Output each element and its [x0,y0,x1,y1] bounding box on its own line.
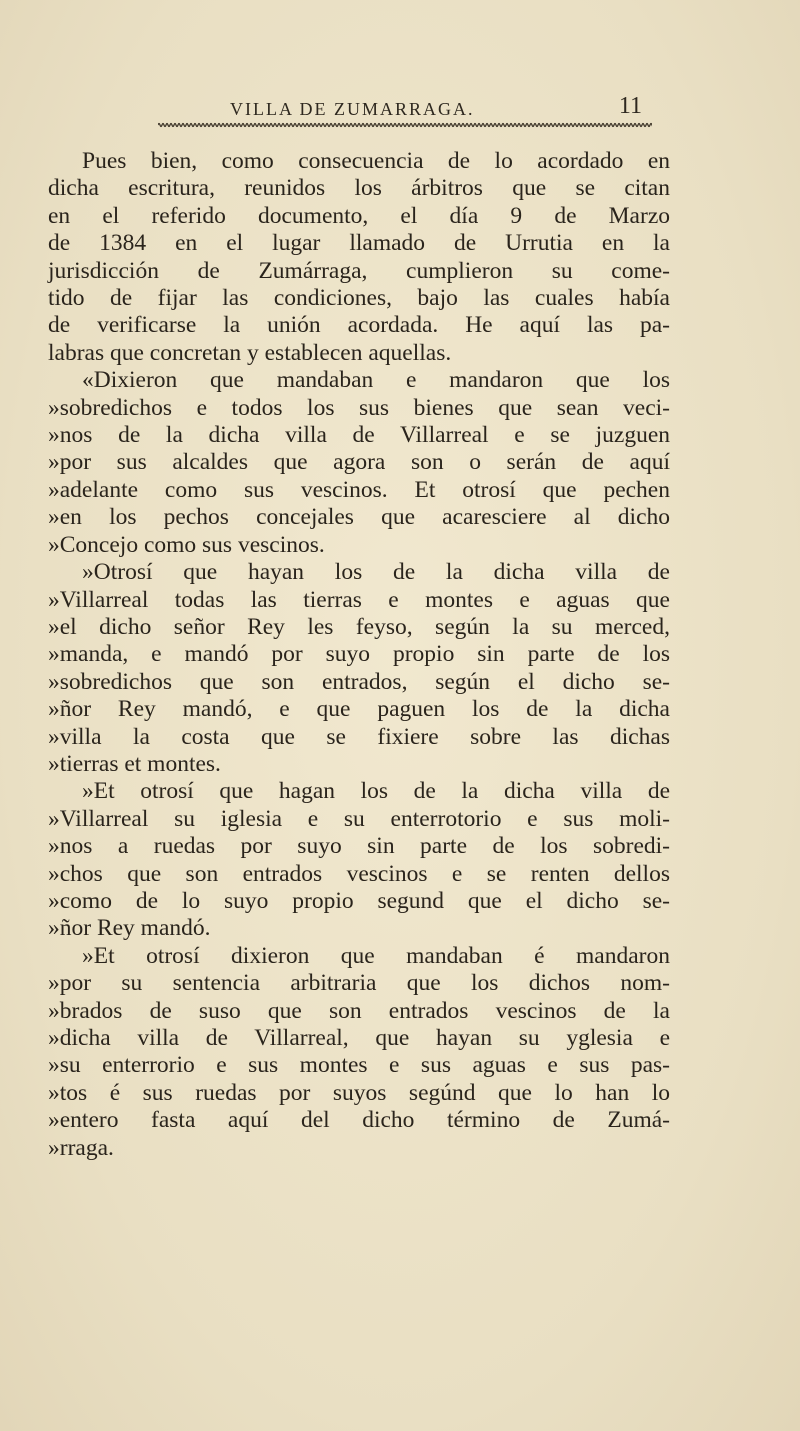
text-line: »su enterrorio e sus montes e sus aguas e sus pas- [48,1052,670,1079]
text-line: tido de fijar las condiciones, bajo las cuales había [48,285,670,312]
text-line: jurisdicción de Zumárraga, cumplieron su come- [48,257,670,284]
text-line: »ñor Rey mandó. [48,915,211,942]
text-line: »nos a ruedas por suyo sin parte de los sobredi- [48,833,670,860]
text-line: »chos que son entrados vescinos e se renten dellos [48,860,670,887]
text-line: »dicha villa de Villarreal, que hayan su yglesia e [48,1025,670,1051]
text-line: »el dicho señor Rey les feyso, según la su merced, [48,613,670,640]
text-line: en el referido documento, el día 9 de Marzo [48,202,670,229]
text-line: »por su sentencia arbitraria que los dichos nom- [48,970,670,997]
text-line: »rraga. [48,1134,114,1161]
text-line: Pues bien, como consecuencia de lo acordado en [82,148,670,174]
text-line: »manda, e mandó por suyo propio sin parte de los [48,641,670,668]
text-line: »tos é sus ruedas por suyos segúnd que lo han lo [48,1079,670,1106]
text-line: »sobredichos que son entrados, según el dicho se- [48,668,670,695]
text-line: »por sus alcaldes que agora son o serán de aquí [48,449,670,476]
running-head: VILLA DE ZUMARRAGA. [230,99,475,119]
text-line: »sobredichos e todos los sus bienes que sean veci- [48,394,670,421]
page-header [160,93,650,125]
text-line: »brados de suso que son entrados vescinos de la [48,997,670,1024]
text-line: »Et otrosí que hagan los de la dicha villa de [82,778,670,805]
text-line: »en los pechos concejales que acaresciere al dicho [48,504,670,531]
text-line: »entero fasta aquí del dicho término de Zumá- [48,1107,670,1134]
page-number: 11 [618,93,642,119]
wavy-rule-line [158,124,652,127]
text-line: »ñor Rey mandó, e que paguen los de la dicha [48,696,670,723]
text-line: dicha escritura, reunidos los árbitros que se citan [48,175,670,202]
text-line: »Concejo como sus vescinos. [48,531,325,558]
text-line: »tierras et montes. [48,750,221,777]
text-line: »como de lo suyo propio segund que el dicho se- [48,887,670,914]
body-text [48,148,670,1162]
text-line: »villa la costa que se fixiere sobre las dichas [48,723,670,750]
text-line: »nos de la dicha villa de Villarreal e se juzguen [48,422,670,449]
text-line: «Dixieron que mandaban e mandaron que los [82,367,670,394]
text-line: »adelante como sus vescinos. Et otrosí que pechen [48,476,670,503]
ornamental-rule [158,122,652,128]
text-line: de 1384 en el lugar llamado de Urrutia en la [48,230,670,257]
text-line: »Otrosí que hayan los de la dicha villa de [82,559,670,586]
text-line: de verificarse la unión acordada. He aquí las pa- [48,312,670,339]
text-line: »Et otrosí dixieron que mandaban é mandaron [82,942,670,969]
text-line: labras que concretan y establecen aquellas. [48,339,452,366]
text-line: »Villarreal todas las tierras e montes e aguas que [48,586,670,613]
text-line: »Villarreal su iglesia e su enterrotorio e sus moli- [48,805,670,832]
